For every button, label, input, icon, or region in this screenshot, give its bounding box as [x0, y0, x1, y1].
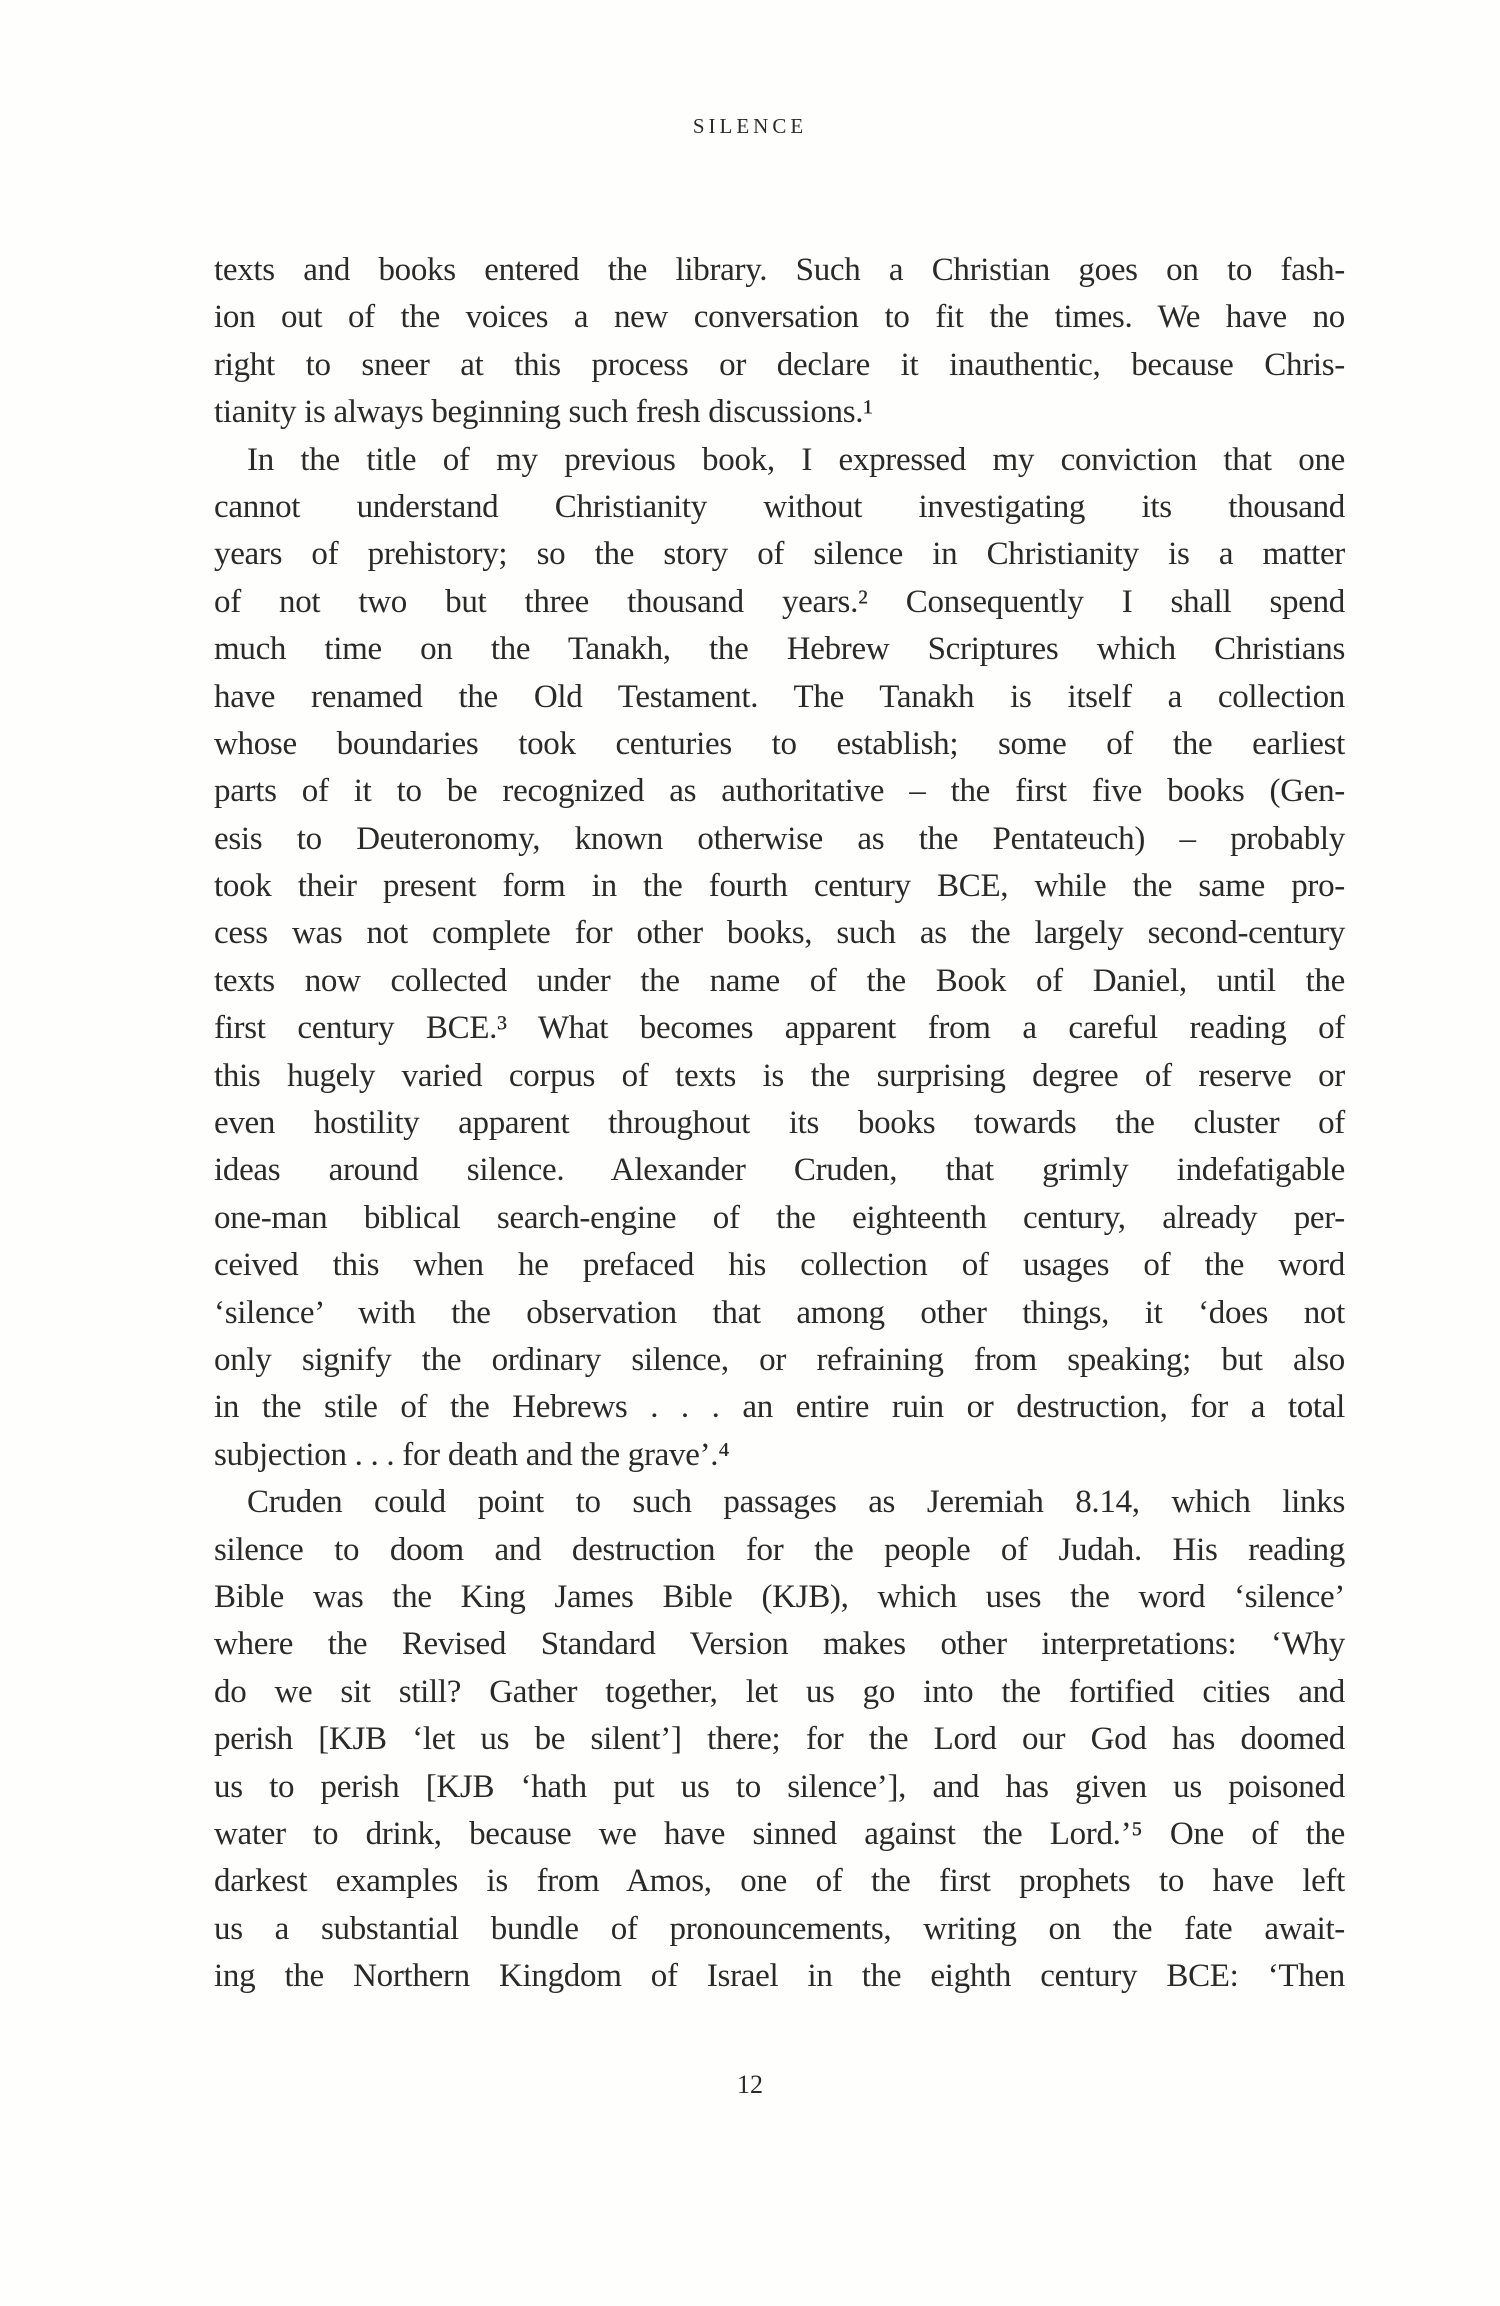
text-line: years of prehistory; so the story of silence in Christianity is a matter [214, 536, 1345, 573]
text-line: where the Revised Standard Version makes other interpretations: ‘Why [214, 1626, 1345, 1663]
text-line: subjection . . . for death and the grave’.⁴ [214, 1436, 730, 1473]
text-line: texts and books entered the library. Such a Christian goes on to fash- [214, 252, 1345, 288]
text-line: Cruden could point to such passages as Jeremiah 8.14, which links [247, 1484, 1345, 1521]
text-line: took their present form in the fourth century BCE, while the same pro- [214, 868, 1345, 905]
text-line: silence to doom and destruction for the people of Judah. His reading [214, 1531, 1345, 1568]
body-text [214, 247, 1345, 2000]
text-line: darkest examples is from Amos, one of the first prophets to have left [214, 1863, 1345, 1900]
text-line: cess was not complete for other books, such as the largely second-century [214, 915, 1345, 952]
paragraph [214, 437, 1345, 1480]
text-line: parts of it to be recognized as authoritative – the first five books (Gen- [214, 773, 1345, 810]
text-line: first century BCE.³ What becomes apparent from a careful reading of [214, 1010, 1345, 1047]
text-line: In the title of my previous book, I expressed my conviction that one [247, 441, 1345, 478]
text-line: ceived this when he prefaced his collection of usages of the word [214, 1247, 1345, 1284]
text-line: esis to Deuteronomy, known otherwise as the Pentateuch) – probably [214, 820, 1345, 857]
paragraph [214, 247, 1345, 437]
text-line: this hugely varied corpus of texts is the surprising degree of reserve or [214, 1057, 1345, 1094]
text-line: of not two but three thousand years.² Consequently I shall spend [214, 583, 1345, 620]
text-line: perish [KJB ‘let us be silent’] there; for the Lord our God has doomed [214, 1721, 1345, 1758]
text-line: cannot understand Christianity without investigating its thousand [214, 488, 1345, 525]
text-line: us to perish [KJB ‘hath put us to silence’], and has given us poisoned [214, 1768, 1345, 1805]
text-line: ing the Northern Kingdom of Israel in the eighth century BCE: ‘Then [214, 1958, 1345, 1995]
text-line: Bible was the King James Bible (KJB), which uses the word ‘silence’ [214, 1578, 1345, 1615]
text-line: water to drink, because we have sinned against the Lord.’⁵ One of the [214, 1815, 1345, 1852]
text-line: right to sneer at this process or declare it inauthentic, because Chris- [214, 346, 1345, 383]
text-line: ideas around silence. Alexander Cruden, that grimly indefatigable [214, 1152, 1345, 1189]
paragraph [214, 1479, 1345, 2000]
text-line: even hostility apparent throughout its books towards the cluster of [214, 1105, 1345, 1142]
text-line: ion out of the voices a new conversation to fit the times. We have no [214, 299, 1345, 336]
text-line: in the stile of the Hebrews . . . an entire ruin or destruction, for a total [214, 1389, 1345, 1426]
page-number: 12 [737, 2070, 763, 2099]
running-head: SILENCE [692, 114, 808, 138]
text-line: much time on the Tanakh, the Hebrew Scriptures which Christians [214, 631, 1345, 668]
text-line: have renamed the Old Testament. The Tanakh is itself a collection [214, 678, 1345, 715]
text-line: only signify the ordinary silence, or refraining from speaking; but also [214, 1341, 1345, 1378]
text-line: us a substantial bundle of pronouncements, writing on the fate await- [214, 1910, 1345, 1947]
text-line: whose boundaries took centuries to establish; some of the earliest [214, 725, 1345, 762]
text-line: one-man biblical search-engine of the eighteenth century, already per- [214, 1199, 1345, 1236]
text-line: tianity is always beginning such fresh discussions.¹ [214, 394, 873, 431]
text-line: texts now collected under the name of the Book of Daniel, until the [214, 962, 1345, 999]
text-line: ‘silence’ with the observation that among other things, it ‘does not [214, 1294, 1345, 1331]
text-line: do we sit still? Gather together, let us go into the fortified cities and [214, 1673, 1345, 1710]
